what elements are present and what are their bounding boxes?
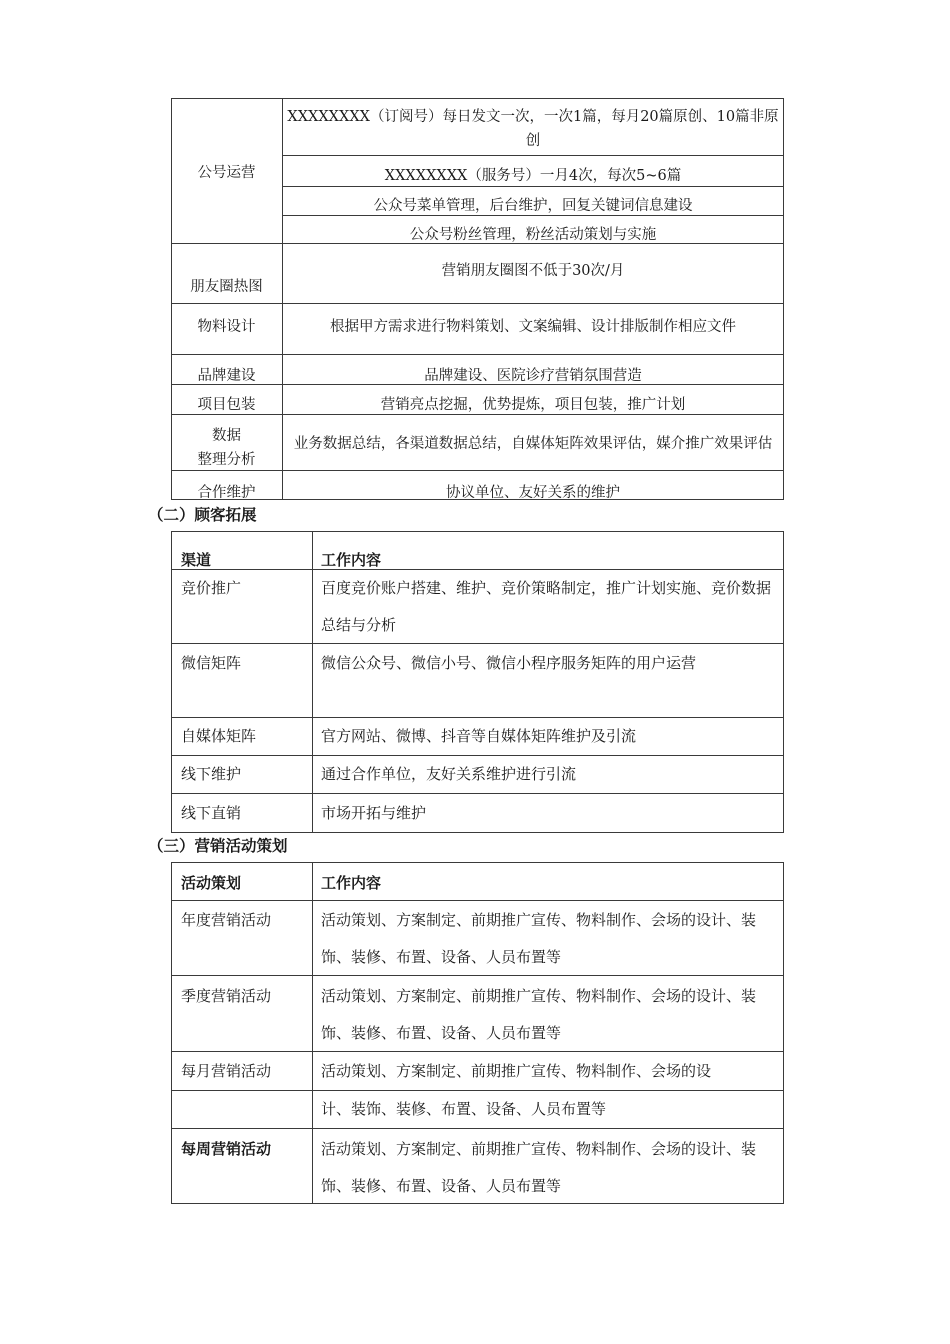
activity-annual-content: 活动策划、方案制定、前期推广宣传、物料制作、会场的设计、装饰、装修、布置、设备、人员布置等 <box>321 911 757 966</box>
row-label-moments: 朋友圈热图 <box>190 279 263 295</box>
channel-self-media: 自媒体矩阵 <box>181 727 257 745</box>
official-account-item-service: XXXXXXXX（服务号）一月4次，每次5~6篇 <box>384 168 682 184</box>
table-header-work-content-2: 工作内容 <box>321 874 382 892</box>
row-label-data-line2: 整理分析 <box>197 452 256 468</box>
activity-monthly-content-line2: 计、装饰、装修、布置、设备、人员布置等 <box>321 1100 607 1118</box>
official-account-item-subscription: XXXXXXXX（订阅号）每日发文一次，一次1篇，每月20篇原创、10篇非原创 <box>287 109 779 149</box>
activity-weekly: 每周营销活动 <box>181 1140 272 1158</box>
table-header-channel: 渠道 <box>181 551 212 569</box>
official-account-item-menu: 公众号菜单管理，后台维护，回复关键词信息建设 <box>373 198 693 214</box>
channel-sem-content: 百度竞价账户搭建、维护、竞价策略制定，推广计划实施、竞价数据总结与分析 <box>321 579 772 634</box>
activity-annual: 年度营销活动 <box>181 911 272 929</box>
channel-wechat-content: 微信公众号、微信小号、微信小程序服务矩阵的用户运营 <box>321 654 697 672</box>
row-label-brand-building: 品牌建设 <box>197 368 256 384</box>
activity-monthly: 每月营销活动 <box>181 1062 272 1080</box>
material-design-content: 根据甲方需求进行物料策划、文案编辑、设计排版制作相应文件 <box>330 319 736 335</box>
row-label-project-packaging: 项目包装 <box>197 397 256 413</box>
channel-offline-direct: 线下直销 <box>181 804 242 822</box>
row-label-data-line1: 数据 <box>212 428 241 444</box>
data-analysis-content: 业务数据总结，各渠道数据总结，自媒体矩阵效果评估，媒介推广效果评估 <box>293 436 773 452</box>
activity-quarterly: 季度营销活动 <box>181 987 272 1005</box>
activity-monthly-content-line1: 活动策划、方案制定、前期推广宣传、物料制作、会场的设 <box>321 1062 712 1080</box>
channel-self-media-content: 官方网站、微博、抖音等自媒体矩阵维护及引流 <box>321 727 637 745</box>
cooperation-content: 协议单位、友好关系的维护 <box>446 485 620 501</box>
row-label-cooperation: 合作维护 <box>197 485 256 501</box>
project-packaging-content: 营销亮点挖掘，优势提炼，项目包装，推广计划 <box>380 397 686 413</box>
row-label-material-design: 物料设计 <box>197 319 256 335</box>
channel-offline-maintenance: 线下维护 <box>181 765 242 783</box>
brand-building-content: 品牌建设、医院诊疗营销氛围营造 <box>424 368 642 384</box>
channel-sem: 竞价推广 <box>181 579 242 597</box>
section-title-marketing-events: （三）营销活动策划 <box>148 837 288 855</box>
channel-offline-maintenance-content: 通过合作单位，友好关系维护进行引流 <box>321 765 577 783</box>
moments-content: 营销朋友圈图不低于30次/月 <box>441 263 625 279</box>
activity-quarterly-content: 活动策划、方案制定、前期推广宣传、物料制作、会场的设计、装饰、装修、布置、设备、人员布置等 <box>321 987 757 1042</box>
channel-wechat: 微信矩阵 <box>181 654 242 672</box>
section-title-customer-expansion: （二）顾客拓展 <box>148 506 257 524</box>
row-label-official-account: 公号运营 <box>197 165 256 181</box>
activity-weekly-content: 活动策划、方案制定、前期推广宣传、物料制作、会场的设计、装饰、装修、布置、设备、人员布置等 <box>321 1140 757 1195</box>
table-header-activity: 活动策划 <box>181 874 242 892</box>
channel-offline-direct-content: 市场开拓与维护 <box>321 804 427 822</box>
official-account-item-fans: 公众号粉丝管理，粉丝活动策划与实施 <box>409 227 657 243</box>
table-header-work-content: 工作内容 <box>321 551 382 569</box>
